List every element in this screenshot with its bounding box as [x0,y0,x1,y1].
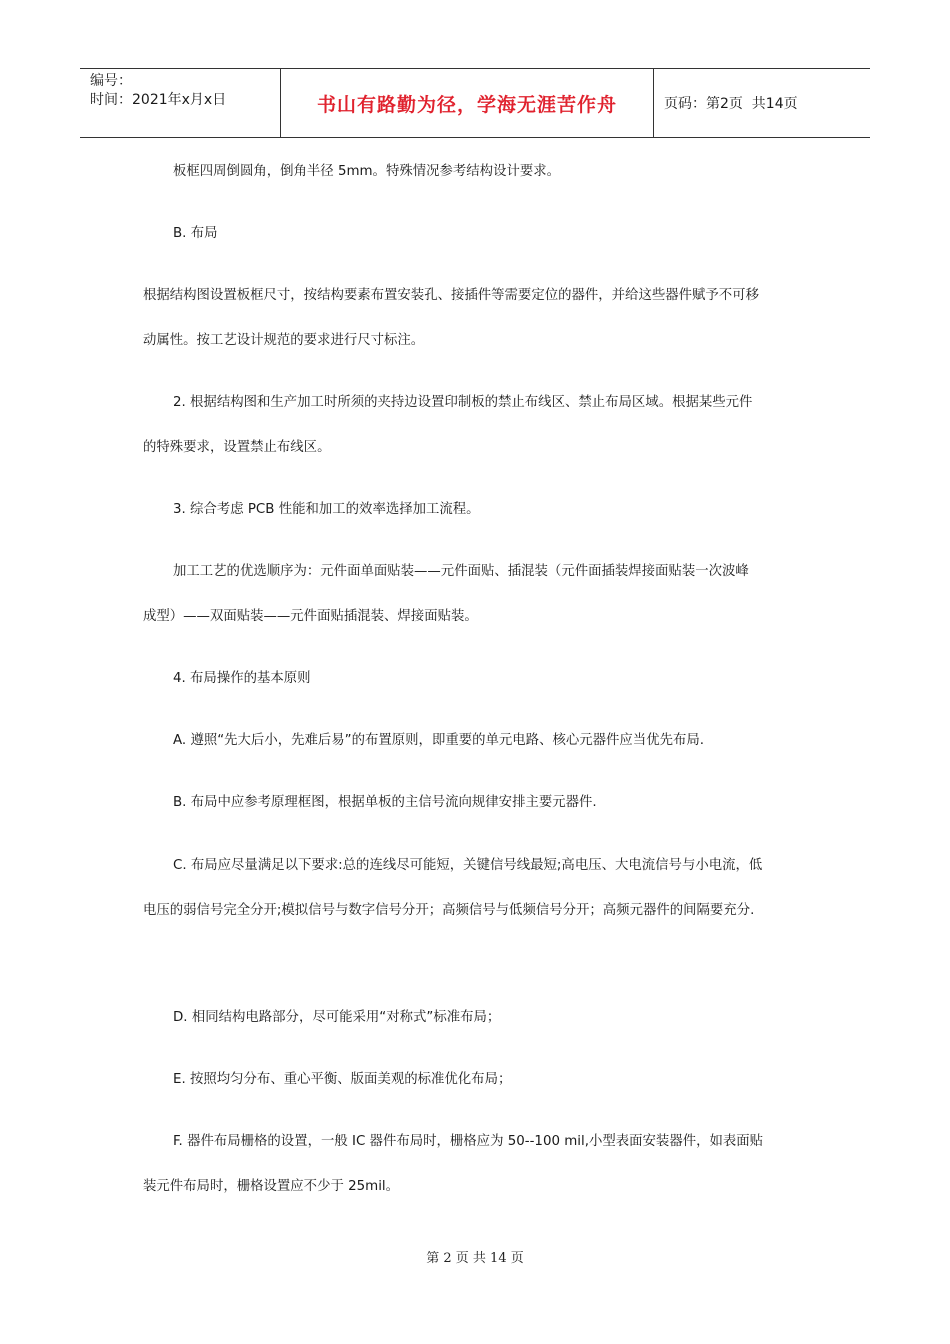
page-info-text: 页码：第2页 共14页 [664,96,798,112]
paragraph-2-line2: 的特殊要求，设置禁止布线区。 [143,440,331,455]
header-meta [80,69,281,137]
heading-4-principles: 4. 布局操作的基本原则 [173,671,311,686]
paragraph-b: B. 布局中应参考原理框图，根据单板的主信号流向规律安排主要元器件. [173,795,597,810]
paragraph-e: E. 按照均匀分布、重心平衡、版面美观的标准优化布局； [173,1072,512,1087]
paragraph-d: D. 相同结构电路部分，尽可能采用“对称式”标准布局； [173,1010,501,1025]
header-page-info [654,69,870,137]
paragraph-structure-line2: 动属性。按工艺设计规范的要求进行尺寸标注。 [143,333,425,348]
paragraph-3: 3. 综合考虑 PCB 性能和加工的效率选择加工流程。 [173,502,480,517]
paragraph-c-line1: C. 布局应尽量满足以下要求:总的连线尽可能短，关键信号线最短;高电压、大电流信号与小电流，低 [173,858,763,873]
paragraph-process-line1: 加工工艺的优选顺序为：元件面单面贴装——元件面贴、插混装（元件面插装焊接面贴装一次波峰 [173,564,749,579]
paragraph-board-corner: 板框四周倒圆角，倒角半径 5mm。特殊情况参考结构设计要求。 [173,164,561,179]
paragraph-2-line1: 2. 根据结构图和生产加工时所须的夹持边设置印制板的禁止布线区、禁止布局区域。根据某些元件 [173,395,753,410]
paragraph-a: A. 遵照“先大后小，先难后易”的布置原则，即重要的单元电路、核心元器件应当优先布局. [173,733,705,748]
header-motto: 书山有路勤为径，学海无涯苦作舟 [281,69,654,137]
heading-b-layout: B. 布局 [173,226,218,241]
document-number-label: 编号： [90,73,132,89]
paragraph-process-line2: 成型）——双面贴装——元件面贴插混装、焊接面贴装。 [143,609,478,624]
page-header [80,68,870,138]
paragraph-f-line1: F. 器件布局栅格的设置，一般 IC 器件布局时，栅格应为 50--100 mil,小型表面安装器件，如表面贴 [173,1134,764,1149]
paragraph-structure-line1: 根据结构图设置板框尺寸，按结构要素布置安装孔、接插件等需要定位的器件，并给这些器件赋予不可移 [143,288,759,303]
paragraph-f-line2: 装元件布局时，栅格设置应不少于 25mil。 [143,1179,400,1194]
paragraph-c-line2: 电压的弱信号完全分开;模拟信号与数字信号分开；高频信号与低频信号分开；高频元器件的间隔要充分. [143,903,755,918]
document-time: 时间：2021年x月x日 [90,92,227,108]
page-footer: 第 2 页 共 14 页 [426,1251,524,1266]
